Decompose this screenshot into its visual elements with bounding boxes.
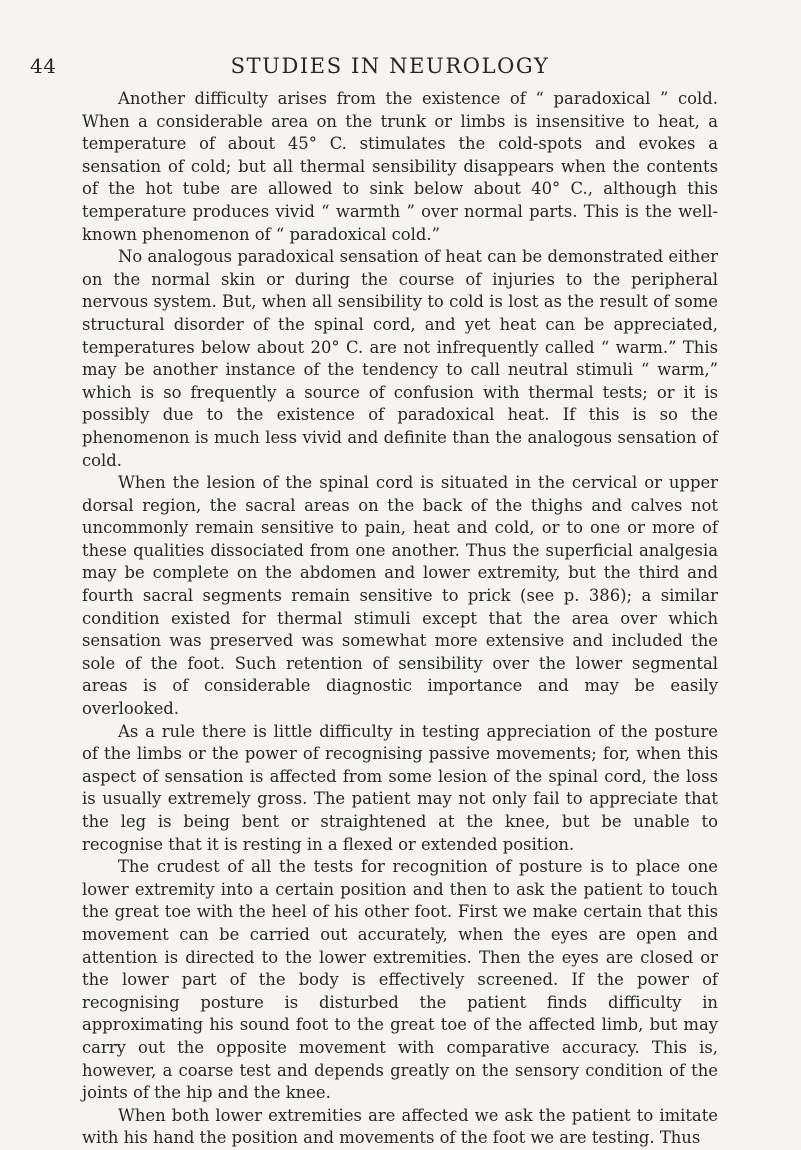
page-number: 44 xyxy=(30,54,57,78)
body-text xyxy=(82,88,718,1150)
paragraph-imitation-test: When both lower extremities are affected we ask the patient to imitate with his hand the position and movements of the foot we are testing. Thus xyxy=(82,1105,718,1148)
paragraph-posture-test: The crudest of all the tests for recognition of posture is to place one lower extremity into a certain position and then to ask the patient to touch the great toe with the heel of his other foot. First we make certain that this movement can be carried out accurately, when the eyes are open and attention is directed to the lower extremities. Then the eyes are closed or the lower part of the body is effectively screened. If the power of recognising posture is disturbed the patient finds difficulty in approximating his sound foot to the great toe of the affected limb, but may carry out the opposite movement with comparative accuracy. This is, however, a coarse test and depends greatly on the sensory condition of the joints of the hip and the knee. xyxy=(82,857,718,1103)
running-head xyxy=(30,54,750,84)
running-title: STUDIES IN NEUROLOGY xyxy=(230,54,550,78)
paragraph-paradoxical-heat: No analogous paradoxical sensation of heat can be demonstrated either on the normal skin or during the course of injuries to the peripheral nervous system. But, when all sensibility to cold is lost as the result of some structural disorder of the spinal cord, and yet heat can be appreciated, temperatures below about 20° C. are not infrequently called “ warm.” This may be another instance of the tendency to call neutral stimuli “ warm,” which is so frequently a source of confusion with thermal tests; or it is possibly due to the existence of paradoxical heat. If this is so the phenomenon is much less vivid and definite than the analogous sensation of cold. xyxy=(82,247,718,470)
paragraph-posture-recognition: As a rule there is little difficulty in testing appreciation of the posture of the limbs or the power of recognising passive movements; for, when this aspect of sensation is affected from some lesion of the spinal cord, the loss is usually extremely gross. The patient may not only fail to appreciate that the leg is being bent or straightened at the knee, but be unable to recognise that it is resting in a flexed or extended position. xyxy=(82,721,718,854)
paragraph-sacral-sparing: When the lesion of the spinal cord is situated in the cervical or upper dorsal region, the sacral areas on the back of the thighs and calves not uncommonly remain sensitive to pain, heat and cold, or to one or more of these qualities dissociated from one another. Thus the superficial analgesia may be complete on the abdomen and lower extremity, but the third and fourth sacral segments remain sensitive to prick (see p. 386); a similar condition existed for thermal stimuli except that the area over which sensation was preserved was somewhat more extensive and included the sole of the foot. Such retention of sensibility over the lower segmental areas is of considerable diagnostic importance and may be easily overlooked. xyxy=(82,473,718,719)
paragraph-paradoxical-cold: Another difficulty arises from the existence of “ paradoxical ” cold. When a considerable area on the trunk or limbs is insensitive to heat, a temperature of about 45° C. stimulates the cold-spots and evokes a sensation of cold; but all thermal sensibility disappears when the contents of the hot tube are allowed to sink below about 40° C., although this temperature produces vivid “ warmth ” over normal parts. This is the well-known phenomenon of “ paradoxical cold.” xyxy=(82,89,718,244)
